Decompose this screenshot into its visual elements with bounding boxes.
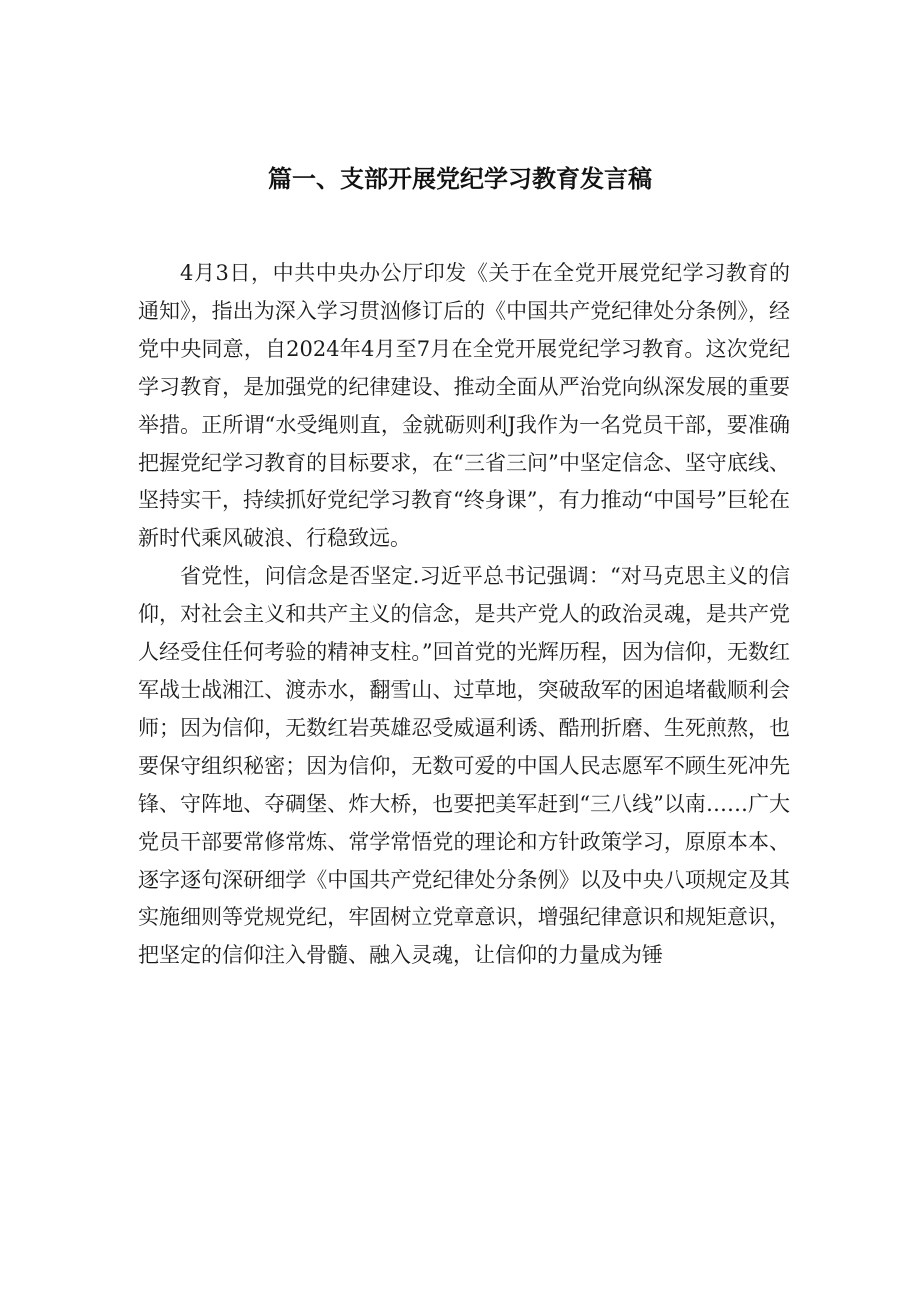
paragraph-2: 省党性，问信念是否坚定.习近平总书记强调：“对马克思主义的信仰，对社会主义和共产主义的信念，是共产党人的政治灵魂，是共产党人经受住任何考验的精神支柱。”回首党的光辉历程，因为信仰，无数红军战士战湘江、渡赤水，翻雪山、过草地，突破敌军的困追堵截顺利会师；因为信仰，无数红岩英雄忍受威逼利诱、酷刑折磨、生死煎熬，也要保守组织秘密；因为信仰，无数可爱的中国人民志愿军不顾生死冲先锋、守阵地、夺碉堡、炸大桥，也要把美军赶到“三八线”以南……广大党员干部要常修常炼、常学常悟党的理论和方针政策学习，原原本本、逐字逐句深研细学《中国共产党纪律处分条例》以及中央八项规定及其实施细则等党规党纪，牢固树立党章意识，增强纪律意识和规矩意识，把坚定的信仰注入骨髓、融入灵魂，让信仰的力量成为锤 [138, 564, 790, 968]
document-title: 篇一、支部开展党纪学习教育发言稿 [268, 165, 652, 193]
paragraph-1: 4月3日，中共中央办公厅印发《关于在全党开展党纪学习教育的通知》，指出为深入学习贯汹修订后的《中国共产党纪律处分条例》，经党中央同意，自2024年4月至7月在全党开展党纪学习教育。这次党纪学习教育，是加强党的纪律建设、推动全面从严治党向纵深发展的重要举措。正所谓“水受绳则直，金就砺则利J我作为一名党员干部，要准确把握党纪学习教育的目标要求，在“三省三问”中坚定信念、坚守底线、坚持实干，持续抓好党纪学习教育“终身课”，有力推动“中国号”巨轮在新时代乘风破浪、行稳致远。 [138, 261, 790, 551]
document-body [138, 255, 790, 975]
